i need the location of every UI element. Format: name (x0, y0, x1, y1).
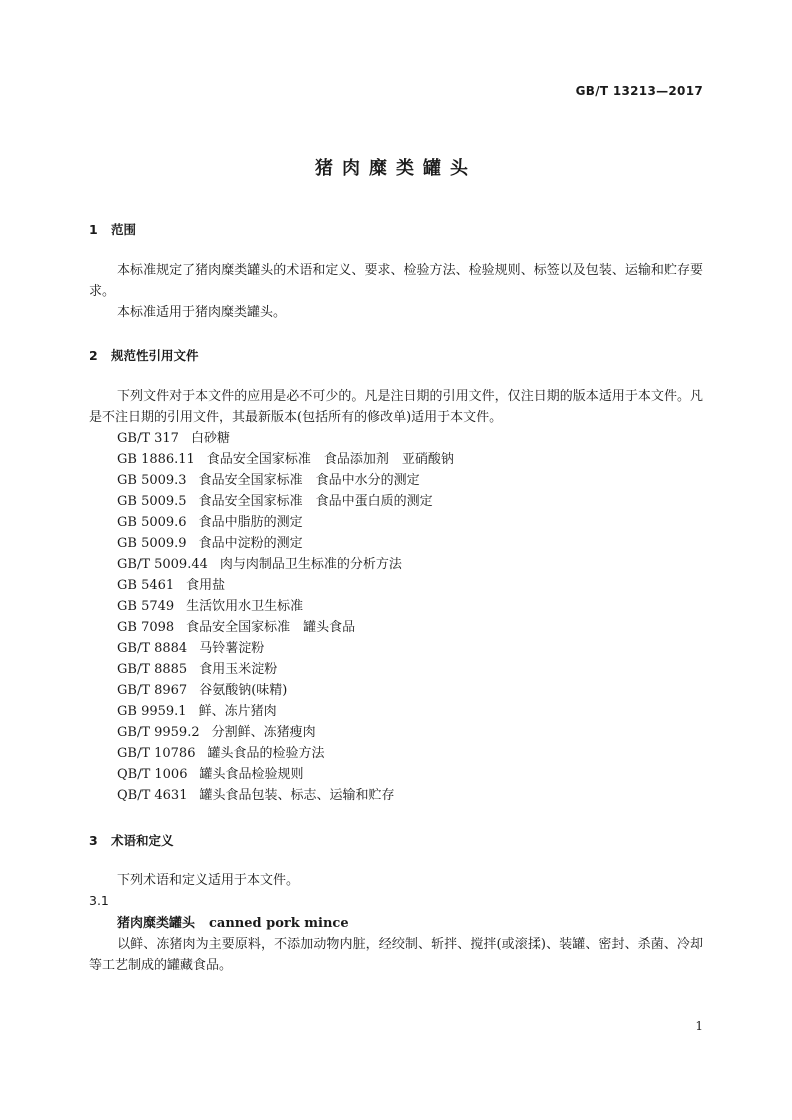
reference-item (117, 680, 454, 701)
reference-code: GB/T 8967 (117, 683, 188, 698)
reference-code: GB 5009.6 (117, 515, 187, 530)
reference-item (117, 617, 454, 638)
reference-item (117, 743, 454, 764)
reference-title: 肉与肉制品卫生标准的分析方法 (219, 557, 402, 572)
term-name-en: canned pork mince (209, 916, 349, 931)
reference-title: 生活饮用水卫生标准 (186, 599, 304, 614)
reference-title: 谷氨酸钠(味精) (199, 683, 288, 698)
reference-code: GB 7098 (117, 620, 175, 635)
standard-code: GB/T 13213—2017 (575, 84, 703, 98)
reference-title: 分割鲜、冻猪瘦肉 (211, 725, 316, 740)
reference-code: GB 5009.5 (117, 494, 187, 509)
section-3-number: 3 (89, 833, 98, 848)
reference-item (117, 701, 454, 722)
reference-code: GB/T 8884 (117, 641, 188, 656)
reference-title: 食品中淀粉的测定 (198, 536, 303, 551)
section-1-paragraph-2-text: 本标准适用于猪肉糜类罐头。 (117, 305, 287, 320)
reference-item (117, 764, 454, 785)
section-3-intro (89, 870, 703, 891)
normative-reference-list (117, 428, 454, 806)
reference-code: QB/T 1006 (117, 767, 188, 782)
reference-title: 食品中脂肪的测定 (198, 515, 303, 530)
reference-title: 食品安全国家标准 食品添加剂 亚硝酸钠 (206, 452, 454, 467)
reference-code: GB 9959.1 (117, 704, 187, 719)
reference-item (117, 596, 454, 617)
section-2-number: 2 (89, 348, 98, 363)
reference-item (117, 785, 454, 806)
reference-code: GB 1886.11 (117, 452, 195, 467)
reference-item (117, 491, 454, 512)
reference-title: 食品安全国家标准 食品中水分的测定 (198, 473, 420, 488)
reference-code: GB/T 10786 (117, 746, 196, 761)
reference-item (117, 638, 454, 659)
section-3-intro-text: 下列术语和定义适用于本文件。 (117, 873, 300, 888)
reference-title: 马铃薯淀粉 (199, 641, 265, 656)
reference-code: GB 5009.9 (117, 536, 187, 551)
term-name (117, 913, 349, 934)
reference-code: GB 5749 (117, 599, 175, 614)
reference-title: 罐头食品的检验方法 (207, 746, 325, 761)
section-2-title: 规范性引用文件 (111, 348, 199, 363)
page-number: 1 (695, 1019, 703, 1033)
reference-code: GB/T 8885 (117, 662, 188, 677)
reference-item (117, 512, 454, 533)
reference-item (117, 659, 454, 680)
term-definition-text: 以鲜、冻猪肉为主要原料，不添加动物内脏，经绞制、斩拌、搅拌(或滚揉)、装罐、密封、杀菌、冷却等工艺制成的罐藏食品。 (89, 937, 703, 973)
section-1-paragraph-1 (89, 260, 703, 302)
reference-code: GB/T 9959.2 (117, 725, 200, 740)
section-2-intro-text: 下列文件对于本文件的应用是必不可少的。凡是注日期的引用文件，仅注日期的版本适用于本文件。凡是不注日期的引用文件，其最新版本(包括所有的修改单)适用于本文件。 (89, 389, 703, 425)
section-2-heading (89, 346, 199, 364)
section-3-heading (89, 831, 174, 849)
reference-title: 食品安全国家标准 罐头食品 (186, 620, 356, 635)
reference-title: 罐头食品包装、标志、运输和贮存 (199, 788, 395, 803)
reference-item (117, 470, 454, 491)
section-1-paragraph-1-text: 本标准规定了猪肉糜类罐头的术语和定义、要求、检验方法、检验规则、标签以及包装、运输和贮存要求。 (89, 263, 703, 299)
reference-title: 罐头食品检验规则 (199, 767, 304, 782)
term-number: 3.1 (89, 893, 109, 908)
reference-title: 食用玉米淀粉 (199, 662, 278, 677)
reference-item (117, 449, 454, 470)
reference-item (117, 722, 454, 743)
section-2-intro (89, 386, 703, 428)
reference-item (117, 533, 454, 554)
term-name-cn: 猪肉糜类罐头 (117, 916, 196, 931)
reference-title: 白砂糖 (190, 431, 230, 446)
reference-title: 鲜、冻片猪肉 (198, 704, 277, 719)
document-title: 猪肉糜类罐头 (315, 158, 477, 179)
reference-code: GB 5009.3 (117, 473, 187, 488)
reference-code: GB 5461 (117, 578, 175, 593)
reference-item (117, 428, 454, 449)
reference-title: 食用盐 (186, 578, 226, 593)
reference-item (117, 575, 454, 596)
reference-code: GB/T 5009.44 (117, 557, 208, 572)
reference-code: GB/T 317 (117, 431, 179, 446)
section-3-title: 术语和定义 (111, 833, 174, 848)
section-1-number: 1 (89, 222, 98, 237)
section-1-title: 范围 (111, 222, 137, 237)
reference-title: 食品安全国家标准 食品中蛋白质的测定 (198, 494, 433, 509)
section-1-paragraph-2 (89, 302, 703, 323)
term-definition (89, 934, 703, 976)
reference-code: QB/T 4631 (117, 788, 188, 803)
section-1-heading (89, 220, 136, 238)
reference-item (117, 554, 454, 575)
